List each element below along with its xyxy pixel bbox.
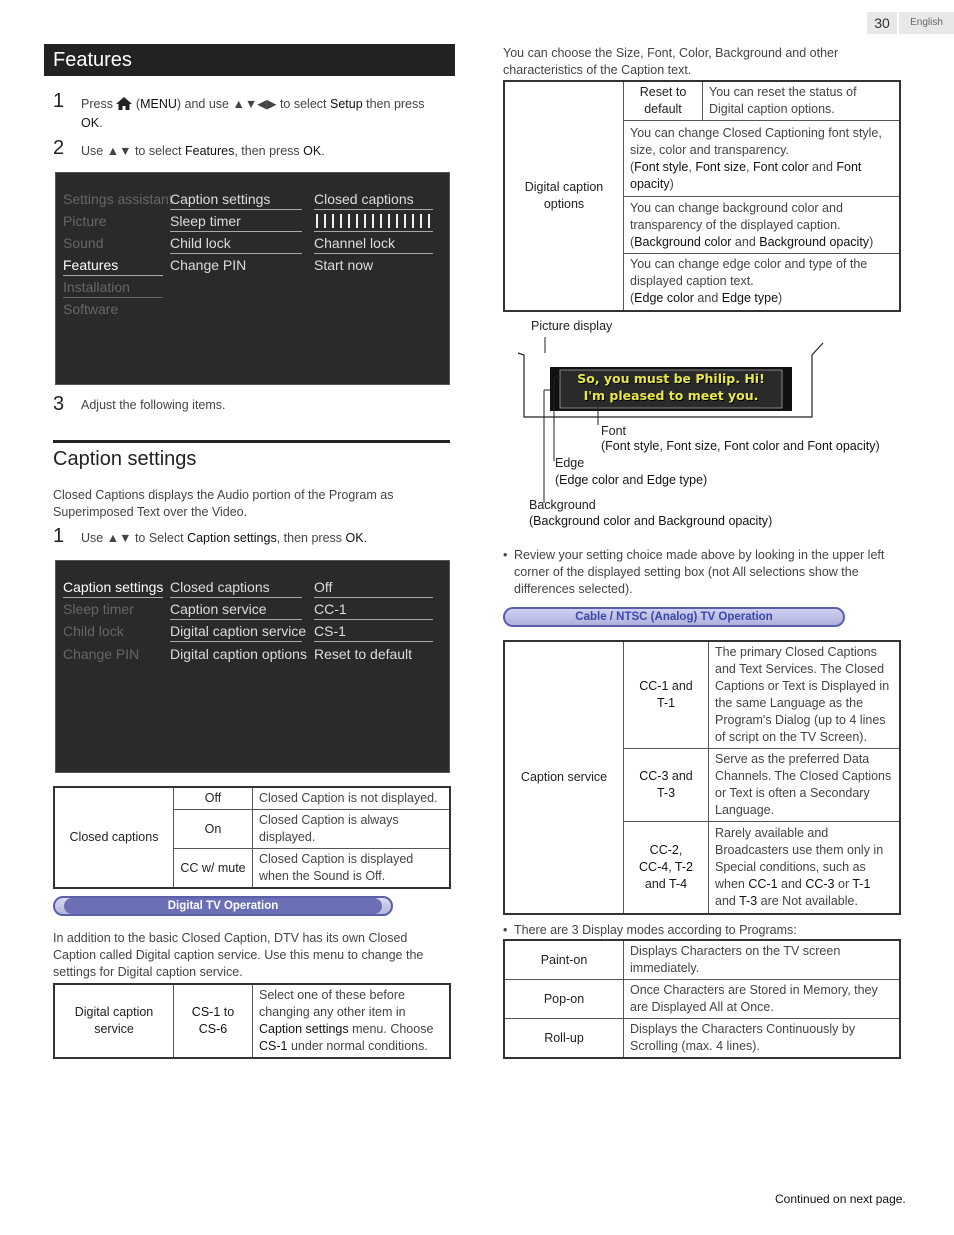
- features-heading: Features: [44, 44, 455, 76]
- arrow-keys-icon: ▲▼: [103, 144, 135, 158]
- cable-ntsc-pill: Cable / NTSC (Analog) TV Operation: [503, 607, 845, 627]
- timer-scale-icon: [314, 211, 433, 231]
- menu-value-reset-to-default: Reset to default: [314, 646, 413, 662]
- step-number: 2: [53, 137, 65, 159]
- step-3-text: Adjust the following items.: [81, 398, 226, 412]
- menu-value-channel-lock: Channel lock: [314, 233, 433, 254]
- arrow-keys-icon: ▲▼◀▶: [229, 97, 280, 111]
- menu-item-features[interactable]: Features: [63, 255, 163, 276]
- mode-desc: Once Characters are Stored in Memory, they are Displayed All at Once.: [624, 980, 901, 1019]
- setup-menu: [55, 172, 450, 385]
- section-divider: [53, 440, 450, 443]
- option-desc: Closed Caption is not displayed.: [253, 787, 451, 810]
- font-sub-label: (Font style, Font size, Font color and Font opacity): [601, 439, 880, 453]
- menu-item-sound[interactable]: Sound: [63, 235, 104, 251]
- options-intro: You can choose the Size, Font, Color, Background and other characteristics of the Caption text.: [503, 46, 839, 77]
- option-cc3-t3: CC-3 and T-3: [624, 749, 709, 822]
- option-cc1-t1: CC-1 and T-1: [624, 641, 709, 749]
- mode-roll-up: Roll-up: [504, 1019, 624, 1059]
- mode-pop-on: Pop-on: [504, 980, 624, 1019]
- step-number: 1: [53, 525, 65, 547]
- menu-item-child-lock[interactable]: Child lock: [170, 233, 302, 254]
- menu-value-closed-captions: Closed captions: [314, 189, 433, 210]
- language-label: English: [899, 12, 954, 34]
- table-label: Digital caption options: [504, 81, 624, 311]
- menu-item-caption-service[interactable]: Caption service: [170, 599, 302, 620]
- option-off: Off: [174, 787, 253, 810]
- menu-item-software[interactable]: Software: [63, 301, 119, 317]
- step-number: 3: [53, 393, 65, 415]
- bullet-icon: •: [503, 923, 508, 937]
- display-modes-table: [503, 939, 901, 1059]
- menu-item-change-pin[interactable]: Change PIN: [63, 646, 140, 662]
- menu-item-installation[interactable]: Installation: [63, 277, 163, 298]
- option-edge-desc: You can change edge color and type of the displayed caption text. (Edge color and Edge type): [624, 254, 901, 311]
- option-desc: Closed Caption is always displayed.: [253, 810, 451, 849]
- table-label: Caption service: [504, 641, 624, 914]
- menu-value-start-now: Start now: [314, 257, 374, 273]
- option-reset: Reset to default: [624, 81, 703, 121]
- home-icon: [116, 97, 132, 115]
- step-1-text: Press (MENU) and use ▲▼◀▶ to select Setup then press OK.: [81, 97, 425, 130]
- menu-item-sleep-timer[interactable]: Sleep timer: [63, 601, 134, 617]
- caption-sample-text: So, you must be Philip. Hi! I'm pleased to meet you.: [577, 371, 765, 403]
- menu-value-off: Off: [314, 577, 433, 598]
- menu-item-digital-caption-options[interactable]: Digital caption options: [170, 646, 307, 662]
- step-2-text: Use ▲▼ to select Features, then press OK.: [81, 144, 325, 158]
- caption-step-1-text: Use ▲▼ to Select Caption settings, then press OK.: [81, 531, 368, 545]
- option-desc: You can reset the status of Digital caption options.: [703, 81, 901, 121]
- menu-item-sleep-timer[interactable]: Sleep timer: [170, 211, 302, 232]
- digital-caption-options-table: [503, 80, 901, 312]
- menu-item-change-pin[interactable]: Change PIN: [170, 257, 247, 273]
- option-desc: The primary Closed Captions and Text Services. The Closed Captions or Text is Displayed in the same Language as the Program's Dialog (up to 4 lines of script on the TV Screen).: [709, 641, 901, 749]
- menu-item-digital-caption-service[interactable]: Digital caption service: [170, 621, 302, 642]
- digital-caption-service-table: [53, 983, 451, 1059]
- menu-item-settings-assistant[interactable]: Settings assistant: [63, 191, 173, 207]
- page-number: 30: [867, 12, 897, 34]
- background-sub-label: (Background color and Background opacity): [529, 514, 773, 528]
- menu-item-caption-settings[interactable]: Caption settings: [63, 577, 163, 598]
- option-desc: Serve as the preferred Data Channels. The Closed Captions or Text is often a Secondary Language.: [709, 749, 901, 822]
- menu-item-child-lock[interactable]: Child lock: [63, 623, 124, 639]
- arrow-keys-icon: ▲▼: [103, 531, 135, 545]
- option-font-desc: You can change Closed Captioning font style, size, color and transparency. (Font style, Font size, Font color and Font opacity): [624, 121, 901, 197]
- digital-tv-pill: Digital TV Operation: [53, 896, 393, 916]
- menu-value-cc1: CC-1: [314, 599, 433, 620]
- caption-service-table: [503, 640, 901, 915]
- menu-value-cs1: CS-1: [314, 621, 433, 642]
- continued-note: Continued on next page.: [775, 1192, 906, 1206]
- edge-label: Edge: [555, 456, 585, 470]
- option-cs1-cs6: CS-1 to CS-6: [174, 984, 253, 1058]
- mode-desc: Displays the Characters Continuously by Scrolling (max. 4 lines).: [624, 1019, 901, 1059]
- review-note: • Review your setting choice made above by looking in the upper left corner of the displayed setting box (not All selections show the differences selected).: [503, 548, 885, 596]
- closed-captions-table: [53, 786, 451, 889]
- font-label: Font: [601, 424, 627, 438]
- caption-settings-heading: Caption settings: [53, 448, 197, 470]
- bullet-icon: •: [503, 548, 508, 562]
- table-label: Closed captions: [54, 787, 174, 888]
- option-on: On: [174, 810, 253, 849]
- menu-item-closed-captions[interactable]: Closed captions: [170, 577, 302, 598]
- digital-tv-intro: In addition to the basic Closed Caption, DTV has its own Closed Caption called Digital caption service. Use this menu to change the settings for Digital caption service.: [53, 931, 424, 979]
- edge-sub-label: (Edge color and Edge type): [555, 473, 708, 487]
- option-cc-mute: CC w/ mute: [174, 849, 253, 889]
- picture-display-label: Picture display: [531, 319, 613, 333]
- option-cc2-cc4-t2-t4: CC-2, CC-4, T-2 and T-4: [624, 822, 709, 914]
- menu-item-picture[interactable]: Picture: [63, 213, 107, 229]
- mode-paint-on: Paint-on: [504, 940, 624, 980]
- background-label: Background: [529, 498, 596, 512]
- step-number: 1: [53, 90, 65, 112]
- caption-settings-menu: [55, 560, 450, 773]
- sleep-timer-bar: [314, 211, 433, 232]
- option-desc: Closed Caption is displayed when the Sound is Off.: [253, 849, 451, 889]
- caption-intro: Closed Captions displays the Audio portion of the Program as Superimposed Text over the Video.: [53, 488, 394, 519]
- table-label: Digital caption service: [54, 984, 174, 1058]
- option-desc: Rarely available and Broadcasters use them only in Special conditions, such as when CC-1 and CC-3 or T-1 and T-3 are Not available.: [709, 822, 901, 914]
- menu-item-caption-settings[interactable]: Caption settings: [170, 189, 302, 210]
- mode-desc: Displays Characters on the TV screen immediately.: [624, 940, 901, 980]
- display-modes-note: • There are 3 Display modes according to Programs:: [503, 923, 797, 937]
- option-background-desc: You can change background color and transparency of the displayed caption. (Background color and Background opacity): [624, 197, 901, 254]
- option-desc: Select one of these before changing any other item in Caption settings menu. Choose CS-1 under normal conditions.: [253, 984, 451, 1058]
